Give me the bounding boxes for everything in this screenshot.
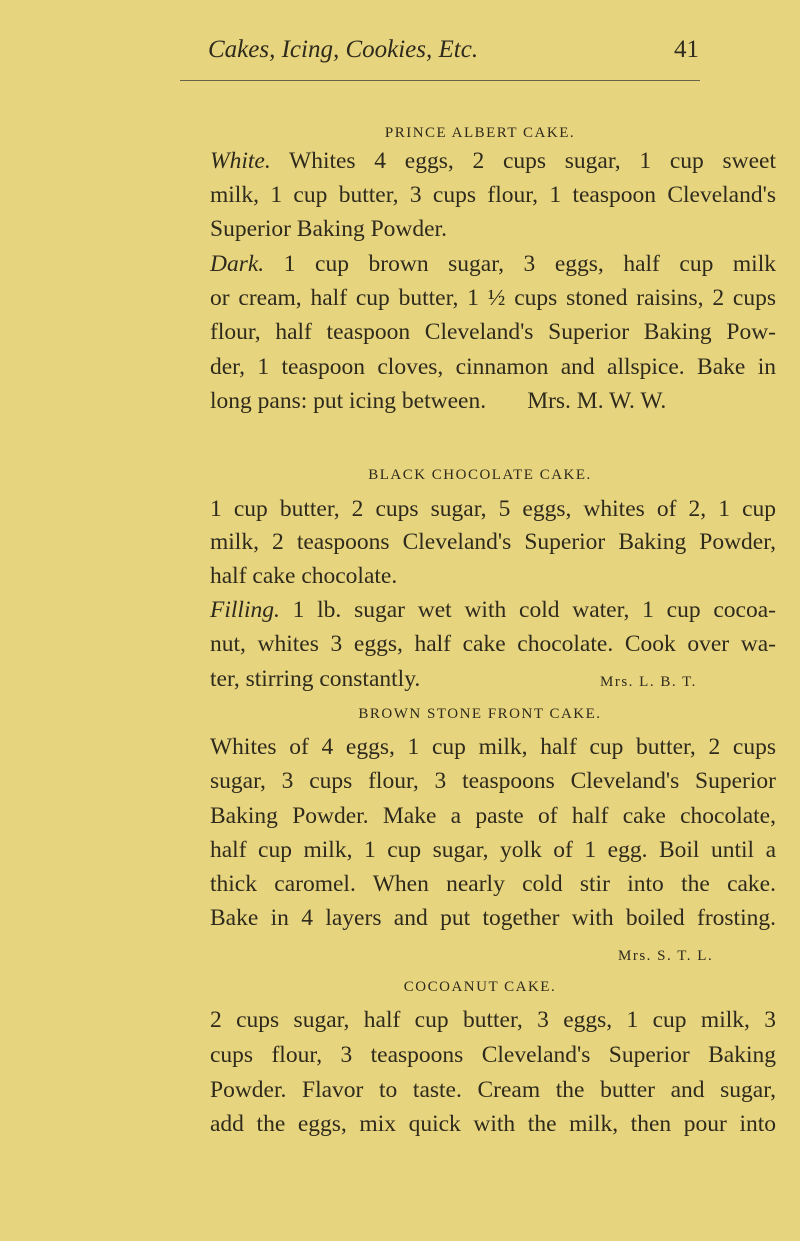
recipe-line-text: der, 1 teaspoon cloves, cinnamon and allspice. Bake in bbox=[210, 354, 776, 380]
recipe-line bbox=[210, 214, 776, 244]
recipe-line bbox=[210, 180, 776, 210]
recipe-line bbox=[210, 835, 776, 865]
recipe-line-text: or cream, half cup butter, 1 ½ cups stoned raisins, 2 cups bbox=[210, 285, 776, 311]
recipe-title: BROWN STONE FRONT CAKE. bbox=[358, 706, 602, 722]
recipe-line-text: 1 cup butter, 2 cups sugar, 5 eggs, whites of 2, 1 cup bbox=[210, 496, 776, 522]
recipe-line-lead: Dark. bbox=[210, 251, 265, 277]
recipe-line bbox=[210, 1040, 776, 1070]
recipe-line bbox=[210, 146, 776, 176]
recipe-line bbox=[210, 903, 776, 933]
running-title: Cakes, Icing, Cookies, Etc. bbox=[208, 36, 479, 63]
page-number: 41 bbox=[674, 36, 699, 63]
recipe-signature: Mrs. L. B. T. bbox=[600, 674, 697, 690]
recipe-signature: Mrs. S. T. L. bbox=[618, 948, 714, 964]
recipe-title: COCOANUT CAKE. bbox=[403, 979, 557, 995]
recipe-line bbox=[210, 494, 776, 524]
recipe-line-text: Whites 4 eggs, 2 cups sugar, 1 cup sweet bbox=[270, 148, 776, 174]
recipe-line-text: half cup milk, 1 cup sugar, yolk of 1 egg. Boil until a bbox=[210, 837, 776, 863]
recipe-line-text: add the eggs, mix quick with the milk, then pour into bbox=[210, 1111, 776, 1137]
recipe-line bbox=[210, 386, 776, 416]
recipe-line bbox=[210, 249, 776, 279]
recipe-line bbox=[210, 527, 776, 557]
recipe-line-text: long pans: put icing between. Mrs. M. W. W. bbox=[210, 388, 667, 414]
recipe-line bbox=[210, 1109, 776, 1139]
recipe-line-text: nut, whites 3 eggs, half cake chocolate. Cook over wa- bbox=[210, 631, 776, 657]
recipe-line-text: flour, half teaspoon Cleveland's Superior Baking Pow- bbox=[210, 319, 776, 345]
recipe-line bbox=[210, 1005, 776, 1035]
recipe-line-text: Powder. Flavor to taste. Cream the butter and sugar, bbox=[210, 1077, 776, 1103]
recipe-line-text: Whites of 4 eggs, 1 cup milk, half cup butter, 2 cups bbox=[210, 734, 776, 760]
recipe-line-text: half cake chocolate. bbox=[210, 563, 398, 589]
recipe-line bbox=[210, 766, 776, 796]
recipe-line-lead: White. bbox=[210, 148, 271, 174]
recipe-line bbox=[210, 801, 776, 831]
recipe-line-lead: Filling. bbox=[210, 597, 280, 623]
recipe-line bbox=[210, 869, 776, 899]
recipe-line-text: Bake in 4 layers and put together with boiled frosting. bbox=[210, 905, 776, 931]
recipe-line-text: 1 cup brown sugar, 3 eggs, half cup milk bbox=[264, 251, 776, 277]
recipe-line-text: Baking Powder. Make a paste of half cake chocolate, bbox=[210, 803, 776, 829]
recipe-line bbox=[210, 629, 776, 659]
recipe-line-text: ter, stirring constantly. bbox=[210, 666, 421, 692]
recipe-line-text: cups flour, 3 teaspoons Cleveland's Superior Baking bbox=[210, 1042, 776, 1068]
recipe-line bbox=[210, 1075, 776, 1105]
recipe-line-text: sugar, 3 cups flour, 3 teaspoons Cleveland's Superior bbox=[210, 768, 776, 794]
recipe-line bbox=[210, 561, 776, 591]
recipe-line-text: thick caromel. When nearly cold stir into the cake. bbox=[210, 871, 776, 897]
recipe-line bbox=[210, 352, 776, 382]
recipe-title: PRINCE ALBERT CAKE. bbox=[384, 125, 576, 141]
recipe-line-text: 1 lb. sugar wet with cold water, 1 cup cocoa- bbox=[279, 597, 776, 623]
recipe-line bbox=[210, 595, 776, 625]
recipe-line-text: 2 cups sugar, half cup butter, 3 eggs, 1 cup milk, 3 bbox=[210, 1007, 776, 1033]
header-rule bbox=[180, 80, 700, 81]
recipe-line-text: milk, 1 cup butter, 3 cups flour, 1 teaspoon Cleveland's bbox=[210, 182, 776, 208]
recipe-line-text: Superior Baking Powder. bbox=[210, 216, 447, 242]
recipe-line bbox=[210, 732, 776, 762]
recipe-line-text: milk, 2 teaspoons Cleveland's Superior Baking Powder, bbox=[210, 529, 776, 555]
recipe-title: BLACK CHOCOLATE CAKE. bbox=[368, 467, 592, 483]
recipe-line bbox=[210, 317, 776, 347]
recipe-line bbox=[210, 283, 776, 313]
